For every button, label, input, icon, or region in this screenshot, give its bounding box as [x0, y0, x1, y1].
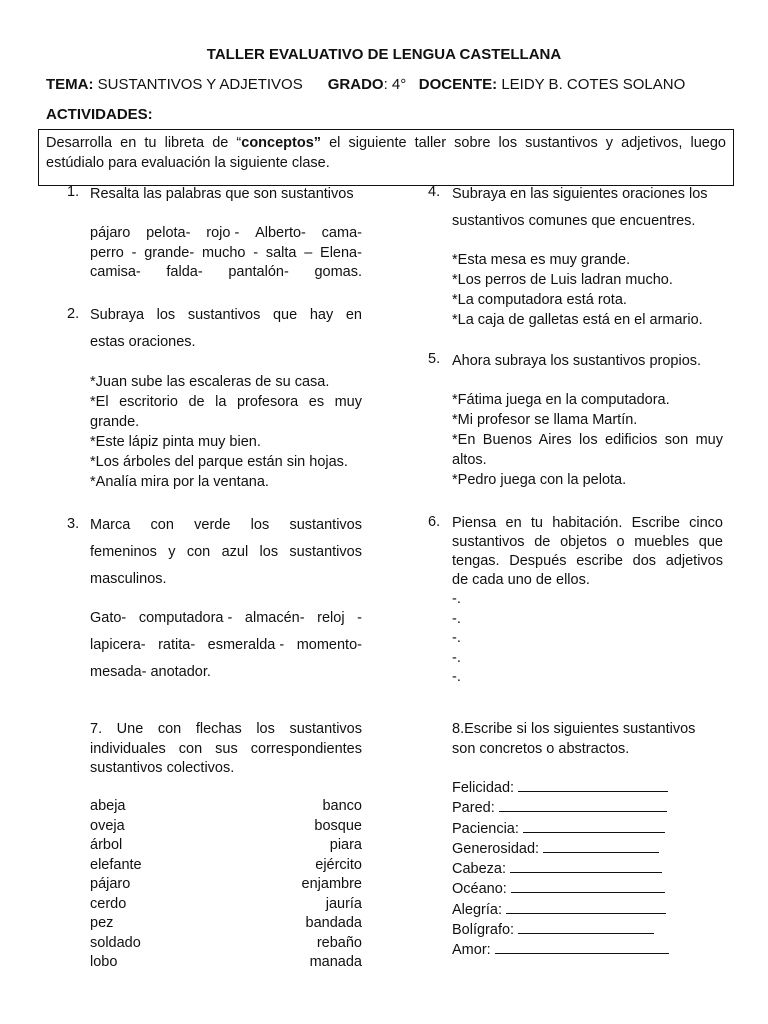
match-row: [90, 914, 362, 934]
word: Alberto-: [255, 225, 306, 241]
noun-label: Generosidad:: [452, 840, 540, 857]
word: femeninos: [90, 544, 157, 560]
tema-value: SUSTANTIVOS Y ADJETIVOS: [97, 76, 303, 93]
individual-noun[interactable]: pájaro: [90, 876, 131, 892]
activity-3-words-line-2: [90, 636, 362, 656]
activity-4-statement-line-2: sustantivos comunes que encuentres.: [452, 213, 696, 229]
collective-noun[interactable]: jauría: [325, 895, 362, 912]
worksheet-title: TALLER EVALUATIVO DE LENGUA CASTELLANA: [206, 46, 562, 63]
word: los: [259, 544, 279, 560]
sentence: *Juan sube las escaleras de su casa.: [90, 374, 330, 390]
match-row: [90, 797, 362, 817]
collective-noun[interactable]: enjambre: [301, 876, 362, 892]
individual-noun[interactable]: soldado: [90, 934, 141, 951]
noun-label: Cabeza:: [452, 861, 507, 878]
answer-item: [452, 940, 724, 960]
match-row: [90, 895, 362, 915]
word-row: [90, 224, 362, 244]
activity-7-matching: [90, 797, 362, 973]
answer-blank[interactable]: [506, 900, 666, 914]
word: hay: [309, 307, 334, 323]
activity-2-statement-line-1: [90, 306, 362, 326]
collective-noun[interactable]: banco: [322, 798, 362, 814]
word: sustantivos: [289, 517, 362, 533]
activity-3-number: 3.: [67, 516, 80, 532]
statement-line: sustantivos de objetos o muebles que: [452, 534, 723, 550]
grado-value: : 4°: [383, 76, 407, 93]
word: pelota-: [146, 225, 191, 241]
activity-1-statement: Resalta las palabras que son sustantivos: [90, 186, 354, 202]
word: mucho: [201, 244, 246, 261]
sentence: *Los árboles del parque están sin hojas.: [90, 454, 348, 470]
noun-label: Pared:: [452, 800, 495, 817]
sentence: *Pedro juega con la pelota.: [452, 472, 627, 488]
activity-4-sentences: [452, 250, 724, 330]
individual-noun[interactable]: pez: [90, 915, 114, 931]
answer-item: [452, 819, 724, 839]
answer-line[interactable]: -.: [452, 630, 461, 646]
collective-noun[interactable]: bosque: [314, 817, 362, 834]
answer-line[interactable]: -.: [452, 649, 461, 666]
docente-value: LEIDY B. COTES SOLANO: [501, 76, 686, 93]
noun-label: Felicidad:: [452, 780, 515, 796]
sentence: *Analía mira por la ventana.: [90, 474, 269, 490]
word: –: [304, 244, 313, 261]
word: -: [131, 244, 137, 261]
activity-1-words: [90, 224, 362, 283]
word: ratita-: [158, 637, 196, 653]
word: verde: [194, 517, 231, 533]
answer-blank[interactable]: [510, 859, 662, 873]
noun-label: Alegría:: [452, 901, 502, 918]
statement-line: son concretos o abstractos.: [452, 740, 630, 757]
match-row: [90, 953, 362, 973]
noun-label: Amor:: [452, 942, 491, 959]
answer-blank[interactable]: [499, 798, 667, 812]
collective-noun[interactable]: manada: [309, 954, 362, 970]
answer-blank[interactable]: [511, 879, 665, 893]
statement-line: individuales con sus correspondientes: [90, 740, 362, 757]
activity-3-statement-line-2: [90, 543, 362, 563]
collective-noun[interactable]: piara: [329, 837, 362, 853]
answer-line[interactable]: -.: [452, 610, 461, 627]
header-info: [46, 76, 685, 93]
sentence: *La caja de galletas está en el armario.: [452, 312, 703, 328]
activity-8-items: [452, 778, 724, 961]
word: los: [250, 517, 270, 533]
word: y: [168, 544, 176, 560]
answer-item: [452, 778, 724, 798]
instructions-text-2: el siguiente taller sobre los sustantivos y adjetivos, luego estúdialo para evaluación la siguiente clase.: [46, 135, 726, 171]
noun-label: Océano:: [452, 881, 507, 898]
activity-4-statement-line-1: Subraya en las siguientes oraciones los: [452, 186, 708, 202]
statement-line: 7. Une con flechas los sustantivos: [90, 721, 362, 737]
activity-5-number: 5.: [428, 351, 441, 367]
word: azul: [221, 544, 249, 560]
word: con: [186, 544, 211, 560]
activity-6-body: [452, 514, 723, 688]
word: sustantivos: [289, 544, 362, 560]
instructions-text-1: Desarrolla en tu libreta de “: [46, 135, 242, 151]
word: grande-: [144, 244, 195, 261]
word: rojo -: [206, 225, 240, 241]
grado-label: GRADO: [327, 76, 384, 93]
sentence: *La computadora está rota.: [452, 292, 627, 308]
collective-noun[interactable]: ejército: [315, 856, 362, 873]
word: sustantivos: [187, 307, 261, 323]
activity-4-number: 4.: [428, 184, 441, 200]
activity-3-words-line-1: [90, 609, 362, 629]
activity-2-statement-line-2: estas oraciones.: [90, 334, 196, 350]
answer-blank[interactable]: [495, 940, 669, 954]
activity-2-sentences: [90, 372, 362, 492]
word: cama-: [321, 225, 362, 241]
word-row: [90, 263, 362, 283]
word: -: [253, 244, 259, 261]
word: los: [156, 307, 176, 323]
sentence: *El escritorio de la profesora es muy: [90, 394, 362, 410]
word: perro: [90, 244, 124, 261]
word: en: [345, 307, 362, 323]
collective-noun[interactable]: bandada: [305, 915, 362, 931]
word: lapicera-: [90, 637, 146, 653]
individual-noun[interactable]: árbol: [90, 837, 123, 853]
sentence: *Los perros de Luis ladran mucho.: [452, 272, 673, 288]
word: falda-: [166, 264, 203, 280]
answer-blank[interactable]: [543, 839, 659, 853]
word: reloj: [317, 610, 345, 626]
sentence: *Este lápiz pinta muy bien.: [90, 434, 261, 450]
sentence: altos.: [452, 452, 487, 468]
word: salta: [265, 244, 297, 261]
instructions-box: [38, 129, 734, 186]
sentence: *En Buenos Aires los edificios son muy: [452, 432, 723, 448]
answer-item: [452, 798, 724, 818]
activity-1-number: 1.: [67, 184, 80, 200]
answer-line[interactable]: -.: [452, 669, 461, 685]
individual-noun[interactable]: elefante: [90, 856, 142, 873]
activity-3-statement-line-3: masculinos.: [90, 571, 167, 587]
tema-label: TEMA:: [46, 76, 94, 93]
word: con: [150, 517, 174, 533]
word: pájaro: [90, 225, 131, 241]
word: gomas.: [314, 264, 362, 280]
answer-item: [452, 900, 724, 920]
activity-6-number: 6.: [428, 514, 441, 530]
answer-blank[interactable]: [518, 778, 668, 792]
word: Elena-: [320, 244, 362, 261]
match-row: [90, 836, 362, 856]
collective-noun[interactable]: rebaño: [316, 934, 362, 951]
answer-line[interactable]: -.: [452, 591, 461, 607]
noun-label: Paciencia:: [452, 820, 519, 837]
sentence: *Fátima juega en la computadora.: [452, 392, 670, 408]
activity-3-words-line-3: mesada- anotador.: [90, 664, 211, 680]
instructions-bold: conceptos”: [241, 135, 322, 151]
word: camisa-: [90, 264, 141, 280]
word: esmeralda -: [207, 637, 285, 653]
actividades-heading: ACTIVIDADES:: [46, 106, 153, 123]
answer-item: [452, 920, 724, 940]
noun-label: Bolígrafo:: [452, 922, 515, 939]
word: pantalón-: [228, 264, 289, 280]
statement-line: sustantivos colectivos.: [90, 760, 235, 776]
activity-2-number: 2.: [67, 306, 80, 322]
word: momento-: [296, 637, 362, 653]
individual-noun[interactable]: oveja: [90, 817, 125, 834]
individual-noun[interactable]: cerdo: [90, 895, 127, 912]
activity-7-statement: [90, 720, 362, 779]
statement-line: de cada uno de ellos.: [452, 572, 590, 588]
individual-noun[interactable]: lobo: [90, 954, 118, 970]
match-row: [90, 856, 362, 876]
docente-label: DOCENTE:: [418, 76, 498, 93]
answer-blank[interactable]: [523, 819, 665, 833]
match-row: [90, 875, 362, 895]
activity-5-sentences: [452, 390, 723, 490]
match-row: [90, 934, 362, 954]
answer-item: [452, 839, 724, 859]
answer-item: [452, 859, 724, 879]
statement-line: Piensa en tu habitación. Escribe cinco: [452, 515, 723, 531]
activity-3-statement-line-1: [90, 516, 362, 536]
word: Marca: [90, 517, 131, 533]
activity-8-statement: [452, 720, 724, 759]
individual-noun[interactable]: abeja: [90, 798, 126, 814]
answer-item: [452, 879, 724, 899]
answer-blank[interactable]: [518, 920, 654, 934]
word: Subraya: [90, 307, 145, 323]
word: que: [272, 307, 298, 323]
word: -: [357, 610, 362, 626]
sentence: *Mi profesor se llama Martín.: [452, 412, 638, 428]
word: almacén-: [244, 610, 305, 626]
match-row: [90, 817, 362, 837]
sentence: grande.: [90, 414, 140, 430]
activity-5-statement: Ahora subraya los sustantivos propios.: [452, 353, 702, 369]
word-row: [90, 244, 362, 264]
statement-line: 8.Escribe si los siguientes sustantivos: [452, 721, 696, 737]
sentence: *Esta mesa es muy grande.: [452, 252, 631, 268]
word: Gato-: [90, 610, 127, 626]
statement-line: tengas. Después escribe dos adjetivos: [452, 553, 723, 569]
word: computadora -: [138, 610, 233, 626]
